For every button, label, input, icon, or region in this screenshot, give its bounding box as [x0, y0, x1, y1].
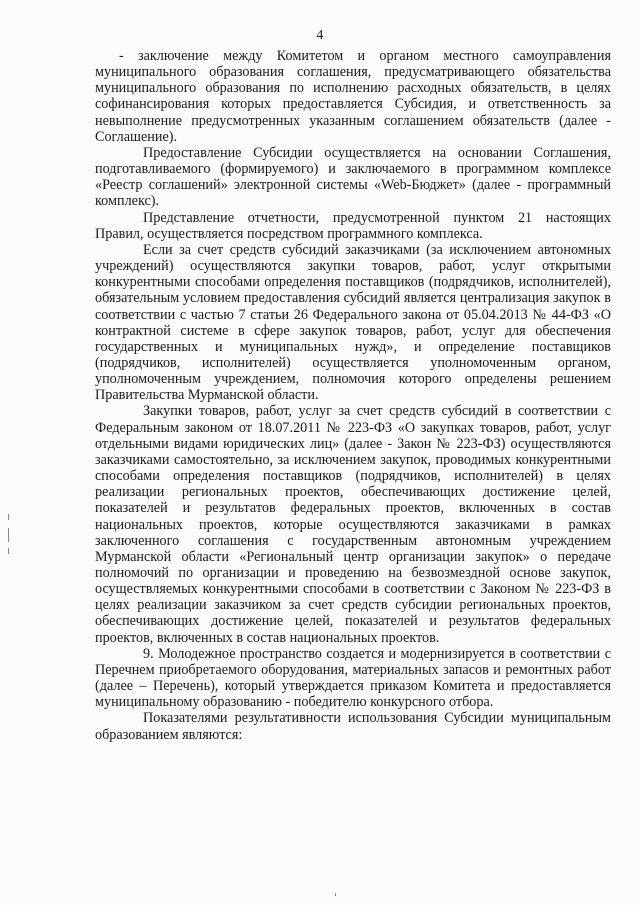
paragraph-performance-indicators: Показателями результативности использования Субсидии муниципальным образованием являются:: [95, 710, 611, 743]
scan-artifact: [335, 893, 336, 896]
paragraph-subsidy-provision: Предоставление Субсидии осуществляется на основании Соглашения, подготавливаемого (формируемого) и заключаемого в программном комплексе «Реестр соглашений» электронной системы «Web-Бюджет» (далее - программный комплекс).: [95, 144, 611, 210]
paragraph-procurement-223fz: Закупки товаров, работ, услуг за счет средств субсидий в соответствии с Федеральным законом от 18.07.2011 № 223-ФЗ «О закупках товаров, работ, услуг отдельными видами юридических лиц» (далее - Закон № 223-ФЗ) осуществляются заказчиками самостоятельно, за исключением закупок, проводимых конкурентными способами определения поставщиков (подрядчиков, исполнителей) в целях реализации региональных проектов, обеспечивающих достижение целей, показателей и результатов федеральных проектов, включенных в состав национальных проектов, которые осуществляются заказчиками в рамках заключенного соглашения с государственным автономным учреждением Мурманской области «Региональный центр организации закупок» о передаче полномочий по организации и проведению на безвозмездной основе закупок, осуществляемых конкурентными способами в соответствии с Законом № 223-ФЗ в целях реализации заказчиком за счет средств субсидии региональных проектов, обеспечивающих достижение целей, показателей и результатов федеральных проектов, включенных в состав национальных проектов.: [95, 403, 611, 646]
scan-artifact: [8, 528, 9, 542]
document-body: [95, 48, 611, 743]
paragraph-agreement-conclusion: - заключение между Комитетом и органом местного самоуправления муниципального образования соглашения, предусматривающего обязательства муниципального образования по исполнению расходных обязательств, в целях софинансирования которых предоставляется Субсидия, и ответственность за невыполнение предусмотренных указанным соглашением обязательств (далее - Соглашение).: [95, 48, 611, 145]
page-number: 4: [316, 28, 324, 43]
paragraph-procurement-centralization: Если за счет средств субсидий заказчиками (за исключением автономных учреждений) осуществляются закупки товаров, работ, услуг открытыми конкурентными способами определения поставщиков (подрядчиков, исполнителей), обязательным условием предоставления субсидий является централизация закупок в соответствии с частью 7 статьи 26 Федерального закона от 05.04.2013 № 44-ФЗ «О контрактной системе в сфере закупок товаров, работ, услуг для обеспечения государственных и муниципальных нужд», и определение поставщиков (подрядчиков, исполнителей) осуществляется уполномоченным органом, уполномоченным учреждением, полномочия которого определены решением Правительства Мурманской области.: [95, 241, 611, 404]
paragraph-youth-space: 9. Молодежное пространство создается и модернизируется в соответствии с Перечнем приобретаемого оборудования, материальных запасов и ремонтных работ (далее – Перечень), который утверждается приказом Комитета и предоставляется муниципальному образованию - победителю конкурсного отбора.: [95, 645, 611, 711]
paragraph-reporting: Представление отчетности, предусмотренной пунктом 21 настоящих Правил, осуществляется посредством программного комплекса.: [95, 209, 611, 242]
scan-artifact: [8, 514, 9, 520]
scan-artifact: [8, 548, 9, 554]
